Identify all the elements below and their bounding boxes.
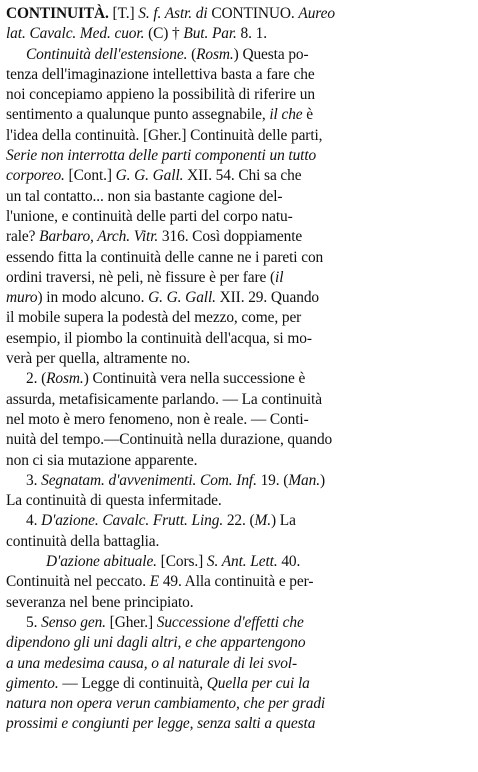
text-line xyxy=(6,227,471,247)
text-segment: rale? xyxy=(6,228,40,246)
italic-segment: Serie non interrotta delle parti componenti un tutto xyxy=(6,147,317,165)
text-segment: [T.] xyxy=(108,5,139,22)
italic-segment: Rosm. xyxy=(196,45,234,63)
italic-segment: il xyxy=(275,268,284,286)
text-line xyxy=(6,166,471,186)
italic-segment: a una medesima causa, o al naturale di lei svol- xyxy=(6,654,298,672)
text-segment: ) Continuità vera nella successione è xyxy=(83,370,306,388)
text-segment: non ci sia mutazione apparente. xyxy=(6,451,198,469)
text-line xyxy=(6,126,471,146)
text-segment: — Legge di continuità, xyxy=(58,674,207,692)
text-segment: ) Questa po- xyxy=(233,45,309,63)
italic-segment: G. G. Gall. xyxy=(148,289,216,307)
text-line xyxy=(6,85,471,105)
text-segment: (C) † xyxy=(144,25,184,43)
text-segment: [Cont.] xyxy=(64,167,116,185)
text-line xyxy=(6,674,471,694)
text-line xyxy=(6,511,471,531)
text-segment: un tal contatto... non sia bastante cagione del- xyxy=(6,187,283,205)
italic-segment: Barbaro, Arch. Vitr. xyxy=(39,228,159,246)
italic-segment: natura non opera verun cambiamento, che per gradi xyxy=(6,695,326,713)
text-segment: 2. ( xyxy=(26,370,47,388)
text-line xyxy=(6,430,471,450)
text-line xyxy=(6,390,471,410)
text-line xyxy=(6,410,471,430)
text-segment: La continuità di questa infermitade. xyxy=(6,492,222,510)
text-segment: XII. 29. Quando xyxy=(215,289,320,307)
text-line xyxy=(6,349,471,369)
text-line xyxy=(6,288,471,308)
text-segment: severanza nel bene principiato. xyxy=(6,593,194,611)
text-segment: 22. ( xyxy=(223,512,255,530)
text-line xyxy=(6,248,471,268)
text-line xyxy=(6,24,471,44)
text-segment: 19. ( xyxy=(256,471,289,489)
italic-segment: S. f. Astr. di xyxy=(138,5,208,22)
text-line xyxy=(6,45,471,65)
text-segment: 3. xyxy=(26,471,42,489)
italic-segment: But. Par. xyxy=(183,25,237,43)
text-segment: [Cors.] xyxy=(156,553,207,571)
text-segment: ordini traversi, nè peli, nè fissure è per fare ( xyxy=(6,268,276,286)
text-segment: l'idea della continuità. [Gher.] Continuità delle parti, xyxy=(6,126,323,144)
text-segment: l'unione, e continuità delle parti del corpo natu- xyxy=(6,207,293,225)
italic-segment: Continuità dell'estensione. xyxy=(26,45,188,63)
text-segment: 8. 1. xyxy=(236,25,267,43)
text-line xyxy=(6,694,471,714)
italic-segment: D'azione abituale. xyxy=(46,553,157,571)
text-segment: ( xyxy=(187,45,197,63)
text-line xyxy=(6,654,471,674)
text-segment: verà per quella, altramente no. xyxy=(6,350,191,368)
text-line xyxy=(6,593,471,613)
text-line xyxy=(6,369,471,389)
italic-segment: Man. xyxy=(288,471,320,489)
text-segment: nuità del tempo.—Continuità nella durazione, quando xyxy=(6,431,333,449)
text-line xyxy=(6,329,471,349)
text-segment: 316. Così doppiamente xyxy=(158,228,303,246)
italic-segment: corporeo. xyxy=(6,167,65,185)
text-segment: essendo fitta la continuità delle canne ne i pareti con xyxy=(6,248,324,266)
italic-segment: gimento. xyxy=(6,674,59,692)
text-segment: nel moto è mero fenomeno, non è reale. — Conti- xyxy=(6,410,309,428)
text-segment: CONTINUO. xyxy=(207,5,299,22)
text-line xyxy=(6,714,471,734)
italic-segment: D'azione. Cavalc. Frutt. Ling. xyxy=(41,512,224,530)
text-segment: 4. xyxy=(26,512,42,530)
text-line xyxy=(6,633,471,653)
text-segment: Continuità nel peccato. xyxy=(6,573,150,591)
text-segment: tenza dell'imaginazione intellettiva basta a fare che xyxy=(6,65,315,83)
italic-segment: lat. Cavalc. Med. cuor. xyxy=(6,25,145,43)
text-line xyxy=(6,613,471,633)
text-segment: ) xyxy=(319,471,326,489)
text-line xyxy=(6,451,471,471)
italic-segment: Aureo xyxy=(298,5,335,22)
text-line xyxy=(6,187,471,207)
italic-segment: M. xyxy=(254,512,272,530)
italic-segment: Quella per cui la xyxy=(206,674,310,692)
text-segment: ) La xyxy=(271,512,296,530)
text-segment: continuità della battaglia. xyxy=(6,532,160,550)
text-segment: sentimento a qualunque punto assegnabile, xyxy=(6,106,270,124)
italic-segment: il che xyxy=(269,106,303,124)
text-line xyxy=(6,552,471,572)
text-line xyxy=(6,471,471,491)
text-line xyxy=(6,146,471,166)
italic-segment: S. Ant. Lett. xyxy=(206,553,278,571)
italic-segment: Rosm. xyxy=(46,370,84,388)
text-segment: il mobile supera la podestà del mezzo, come, per xyxy=(6,309,302,327)
text-line xyxy=(6,207,471,227)
text-segment: [Gher.] xyxy=(105,613,157,631)
text-line xyxy=(6,308,471,328)
text-segment: è xyxy=(302,106,314,124)
italic-segment: Successione d'effetti che xyxy=(156,613,304,631)
text-segment: 40. xyxy=(277,553,301,571)
italic-segment: G. G. Gall. xyxy=(115,167,184,185)
text-line xyxy=(6,572,471,592)
italic-segment: Segnatam. d'avvenimenti. Com. Inf. xyxy=(41,471,257,489)
text-segment: esempio, il piombo la continuità dell'acqua, si mo- xyxy=(6,329,312,347)
italic-segment: Senso gen. xyxy=(41,613,106,631)
italic-segment: prossimi e congiunti per legge, senza salti a questa xyxy=(6,715,316,733)
headword: CONTINUITÀ. xyxy=(6,5,109,22)
text-line xyxy=(6,4,471,24)
text-segment: ) in modo alcuno. xyxy=(37,289,149,307)
text-line xyxy=(6,532,471,552)
text-line xyxy=(6,65,471,85)
text-line xyxy=(6,491,471,511)
text-segment: 49. Alla continuità e per- xyxy=(159,573,314,591)
text-segment: XII. 54. Chi sa che xyxy=(183,167,302,185)
italic-segment: dipendono gli uni dagli altri, e che appartengono xyxy=(6,634,306,652)
italic-segment: muro xyxy=(6,289,38,307)
text-line xyxy=(6,105,471,125)
text-segment: assurda, metafisicamente parlando. — La continuità xyxy=(6,390,322,408)
italic-segment: E xyxy=(149,573,160,591)
text-line xyxy=(6,268,471,288)
text-segment: 5. xyxy=(26,613,42,631)
text-segment: noi concepiamo appieno la possibilità di riferire un xyxy=(6,86,315,104)
